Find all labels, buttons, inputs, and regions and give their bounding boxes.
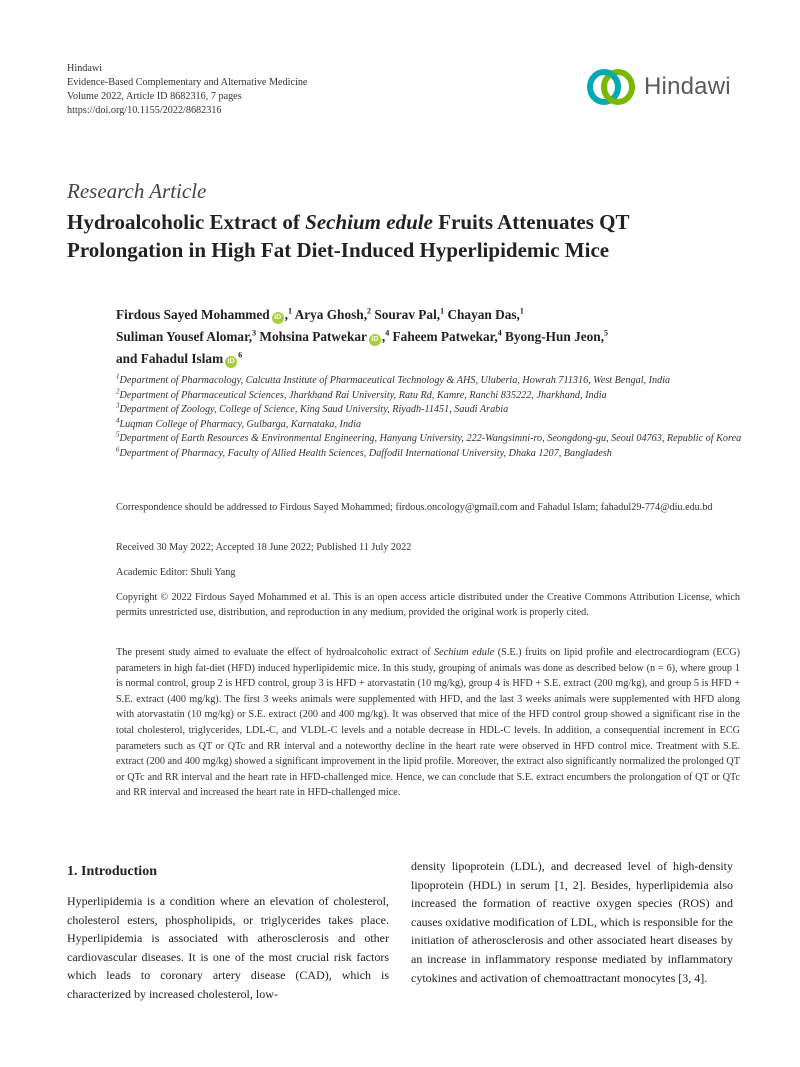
author-name: Mohsina Patwekar [259,329,367,344]
affiliation-list [116,374,746,462]
author-affiliation-number: 4 [385,328,390,338]
author-name: Firdous Sayed Mohammed [116,307,270,322]
publication-dates: Received 30 May 2022; Accepted 18 June 2022; Published 11 July 2022 [116,542,412,553]
author-name: Byong-Hun Jeon [505,329,601,344]
affiliation-text: Department of Zoology, College of Science, King Saud University, Riyadh-11451, Saudi Arabia [119,404,509,416]
affiliation-number: 2 [116,387,120,396]
orcid-icon[interactable]: iD [225,356,237,368]
author-name: Sourav Pal [374,307,437,322]
author-affiliation-number: 1 [519,306,524,316]
logo-wordmark: Hindawi [644,73,731,100]
body-column-left [67,892,389,1004]
affiliation-number: 1 [116,372,120,381]
doi-link[interactable]: https://doi.org/10.1155/2022/8682316 [67,105,222,116]
title-species-name: Sechium edule [305,210,433,234]
correspondence: Correspondence should be addressed to Firdous Sayed Mohammed; firdous.oncology@gmail.com and Fahadul Islam; fahadul29-774@diu.edu.bd [116,502,713,513]
author-name: Chayan Das [447,307,517,322]
author-affiliation-number: 1 [440,306,445,316]
article-type: Research Article [67,179,207,203]
author-affiliation-number: 5 [604,328,609,338]
intro-paragraph-right: density lipoprotein (LDL), and decreased level of high-density lipoprotein (HDL) in serum [1, 2]. Besides, hyperlipidemia also increased the formation of reactive oxygen species (ROS) and causes oxidative modification of LDL, which is responsible for the initiation of atherosclerosis and other associated heart diseases by an increase in inflammatory response mediated by inflammatory cytokines and activation of chemoattractant monocytes [3, 4]. [411,859,733,985]
author-name: Arya Ghosh [294,307,364,322]
affiliation-number: 4 [116,416,120,425]
intro-paragraph-left: Hyperlipidemia is a condition where an elevation of cholesterol, cholesterol esters, phospholipids, or triglycerides takes place. Hyperlipidemia is associated with atherosclerosis and other cardiovascular diseases. It is one of the most crucial risk factors which leads to coronary artery disease (CAD), which is characterized by increased cholesterol, low- [67,894,389,1001]
affiliation-text: Department of Pharmacology, Calcutta Institute of Pharmaceutical Technology & AHS, Uluberia, Howrah 711316, West Bengal, India [119,375,671,386]
title-text-end: Fruits Attenuates QT Prolongation in High Fat Diet-Induced Hyperlipidemic Mice [67,210,630,262]
affiliation-number: 6 [116,445,120,454]
article-title [67,208,747,264]
affiliation-item [116,418,746,433]
abstract [116,645,740,801]
author-affiliation-number: 4 [497,328,502,338]
section-heading-introduction: 1. Introduction [67,864,157,879]
orcid-icon[interactable]: iD [369,334,381,346]
volume-info: Volume 2022, Article ID 8682316, 7 pages [67,91,242,102]
copyright-notice: Copyright © 2022 Firdous Sayed Mohammed et al. This is an open access article distributed under the Creative Commons Attribution License, which permits unrestricted use, distribution, and reproduction in any medium, provided the original work is properly cited. [116,592,740,618]
affiliation-item [116,403,746,418]
affiliation-text: Department of Earth Resources & Environmental Engineering, Hanyang University, 222-Wangsimni-ro, Seongdong-gu, Seoul 04763, Republic of Korea [119,433,742,445]
abstract-text-end: (S.E.) fruits on lipid profile and electrocardiogram (ECG) parameters in high fat-diet (HFD) induced hyperlipidemic mice. In this study, grouping of animals was done as described below (n = 6), where group 1 is normal control, group 2 is HFD control, group 3 is HFD + atorvastatin (10 mg/kg), group 4 is HFD + S.E. extract (200 mg/kg), and group 5 is HFD + S.E. extract (400 mg/kg). The first 3 weeks animals were supplemented with HFD, and the last 3 weeks animals were supplemented with HFD along with atorvastatin (10 mg/kg) or S.E. extract (200 and 400 mg/kg). It was observed that mice of the HFD control group showed a significant rise in the total cholesterol, triglycerides, LDL-C, and VLDL-C levels and a notable decrease in HDL-C levels. In addition, a consequential increment in ECG parameters such as QT or QTc and RR interval and a noteworthy decline in the heart rate were observed in HFD control mice. Treatment with S.E. extract (200 and 400 mg/kg) showed a significant improvement in the lipid profile. Moreover, the extract also significantly normalized the prolonged QT or QTc and RR interval and the heart rate in HFD-challenged mice. Hence, we can conclude that S.E. extract encumbers the prolongation of QT or QTc and RR interval and increased the heart rate in HFD-challenged mice. [116,647,740,799]
academic-editor: Academic Editor: Shuli Yang [116,567,236,578]
author-list: Firdous Sayed Mohammed iD ,$^1$ Arya Ghosh,$^2$ Sourav Pal,$^1$ Chayan Das,$^1$ Suliman Yousef Alomar,$^3$ Mohsina Patwekar iD ,$^4$ Faheem Patwekar,$^4$ Byong-Hun Jeon,$^5$ and Fahadul Islam $iD^6$ [116,306,609,366]
affiliation-number: 3 [116,401,120,410]
author-affiliation-number: 6 [238,350,243,360]
affiliation-item [116,432,746,447]
orcid-icon[interactable]: iD [272,312,284,324]
publisher-name: Hindawi [67,63,103,74]
author-name: Faheem Patwekar [392,329,495,344]
author-affiliation-number: 2 [367,306,372,316]
affiliation-item [116,447,746,462]
affiliation-item [116,389,746,404]
author-affiliation-number: 3 [252,328,257,338]
body-column-right [411,857,733,987]
journal-name: Evidence-Based Complementary and Alternative Medicine [67,77,308,88]
affiliation-text: Luqman College of Pharmacy, Gulbarga, Karnataka, India [119,418,362,430]
title-text: Hydroalcoholic Extract of [67,210,306,234]
journal-header [67,62,307,118]
hindawi-rings-icon [584,64,640,110]
affiliation-text: Department of Pharmaceutical Sciences, Jharkhand Rai University, Ratu Rd, Kamre, Ranchi 835222, Jharkhand, India [119,389,607,401]
hindawi-logo [584,64,744,110]
affiliation-text: Department of Pharmacy, Faculty of Allied Health Sciences, Daffodil International University, Dhaka 1207, Bangladesh [119,447,612,459]
abstract-species-name: Sechium edule [434,647,495,658]
abstract-text: The present study aimed to evaluate the effect of hydroalcoholic extract of [116,647,435,658]
author-affiliation-number: 1 [288,306,292,316]
affiliation-item [116,374,746,389]
author-name: Suliman Yousef Alomar [116,329,249,344]
author-name: and Fahadul Islam [116,351,224,366]
affiliation-number: 5 [116,430,120,439]
